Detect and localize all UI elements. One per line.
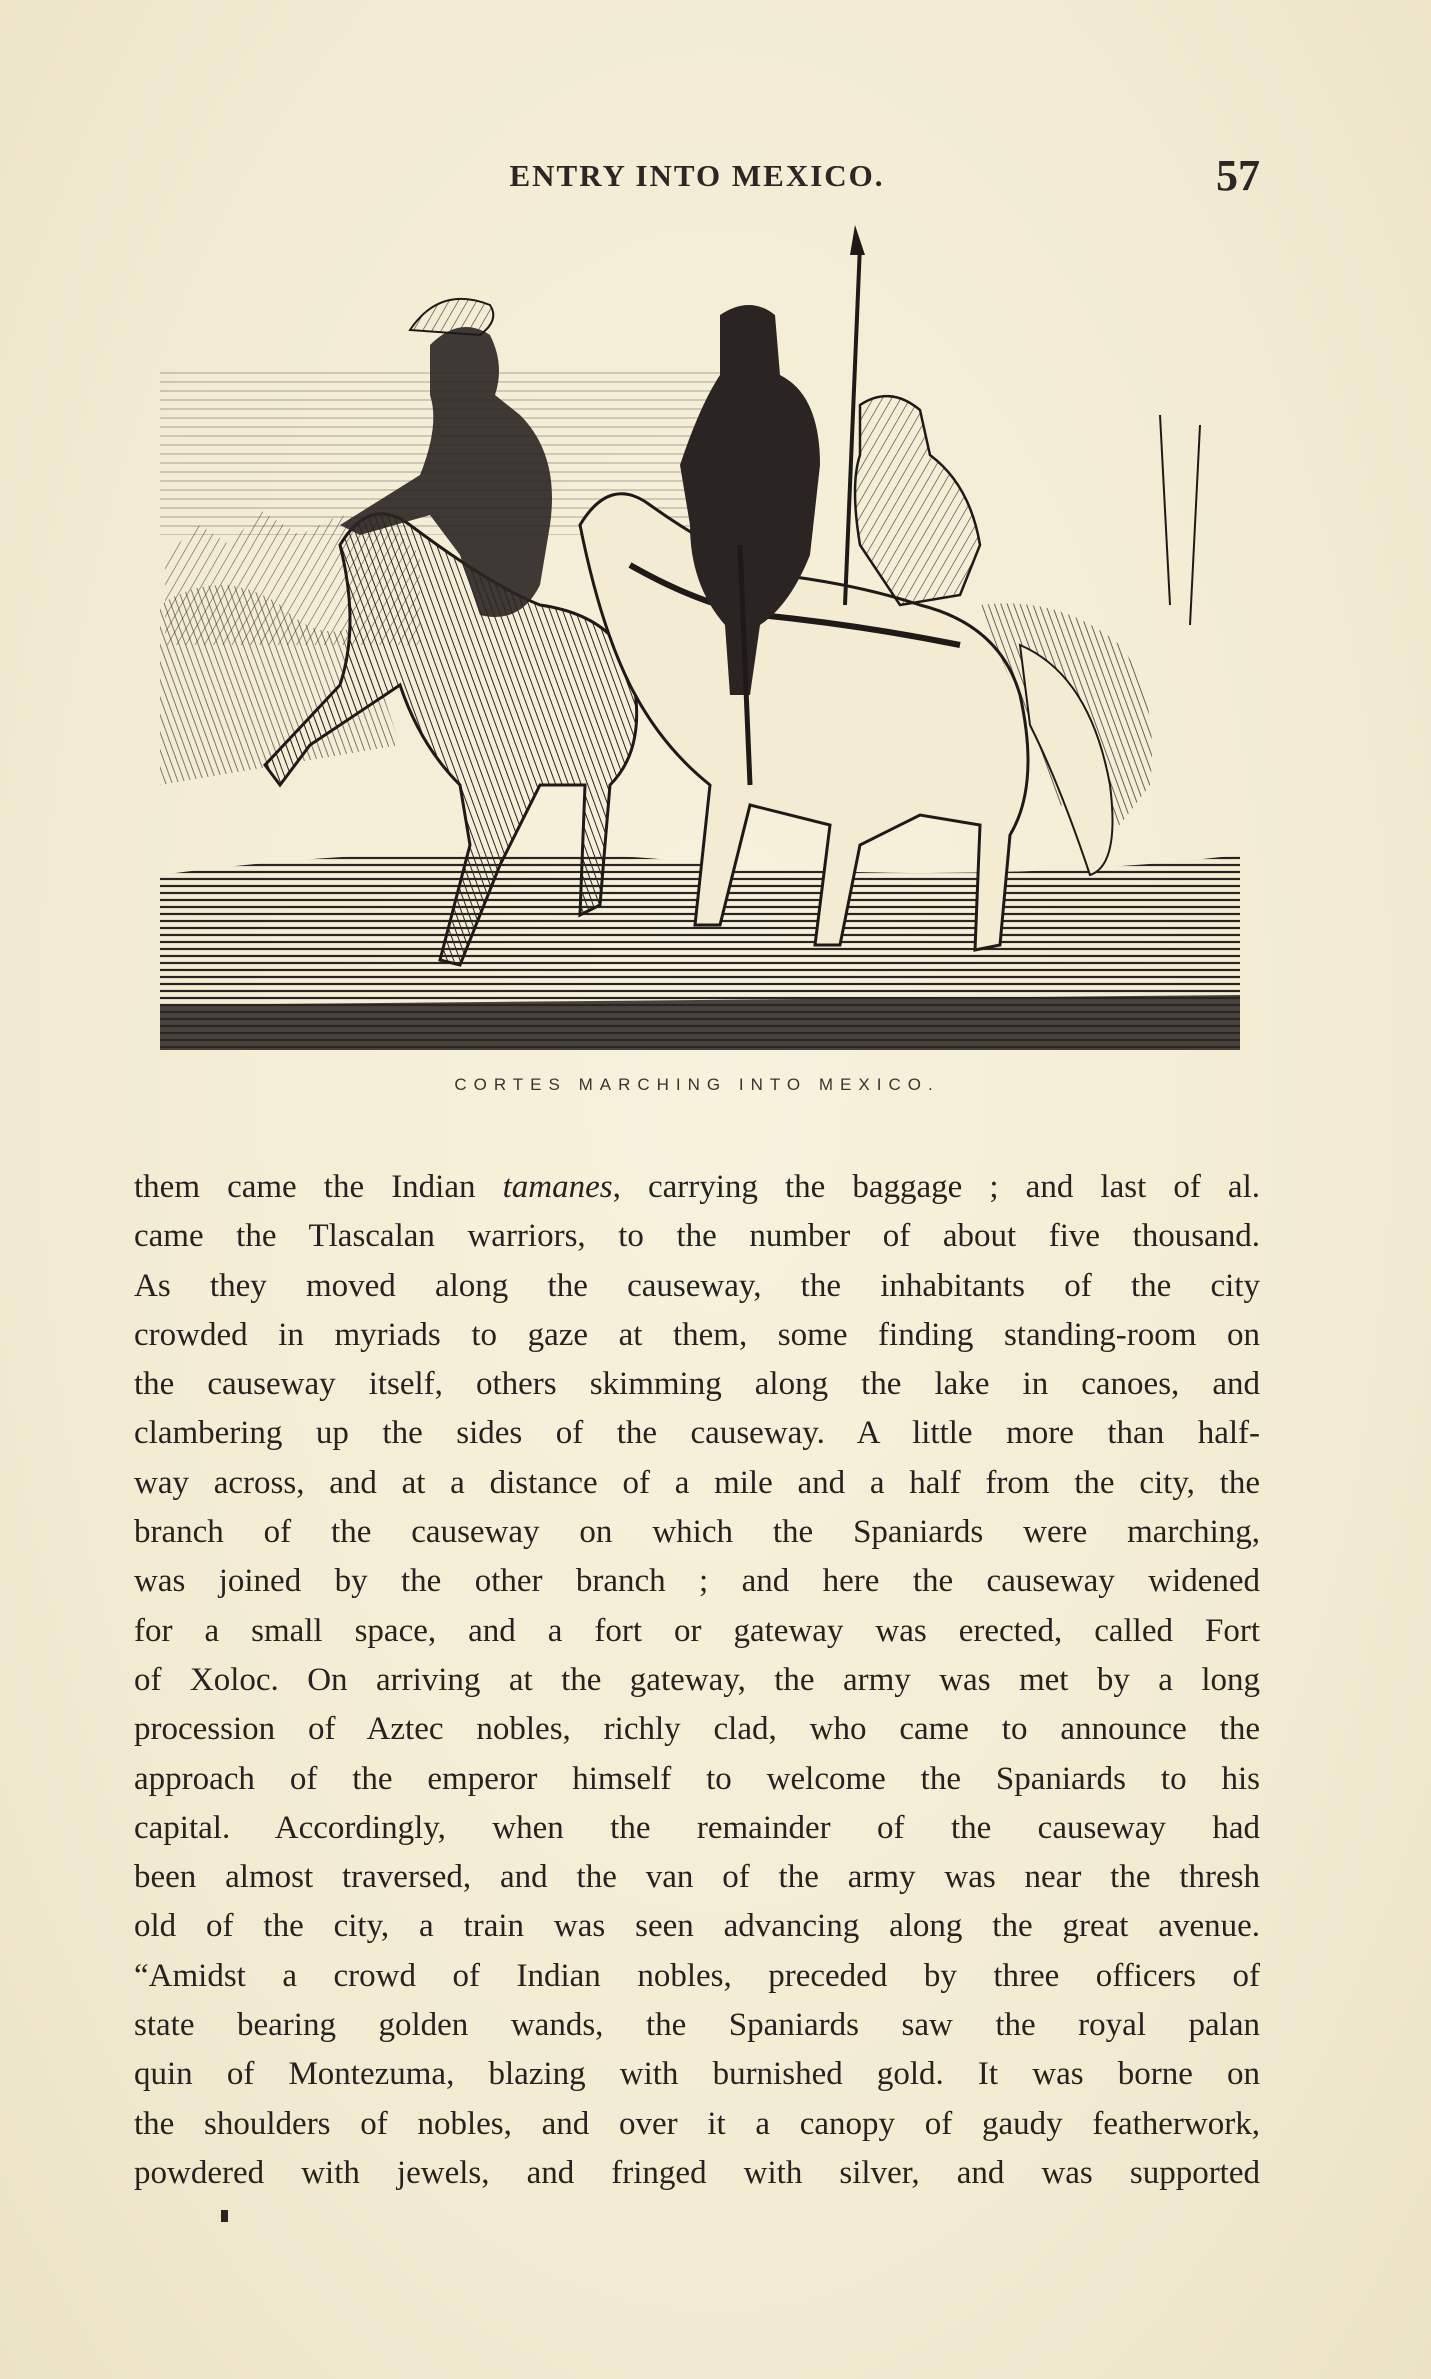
text-line: old of the city, a train was seen advancing along the great avenue. — [134, 1908, 1260, 1945]
text-fragment: them came the Indian — [134, 1169, 503, 1205]
text-line: of Xoloc. On arriving at the gateway, the army was met by a long — [134, 1661, 1260, 1698]
page-title: ENTRY INTO MEXICO. — [509, 158, 885, 193]
text-line — [134, 1163, 1260, 1212]
text-line: for a small space, and a fort or gateway was erected, called Fort — [134, 1612, 1260, 1649]
text-line: powdered with jewels, and fringed with silver, and was supported — [134, 2154, 1260, 2191]
text-line: procession of Aztec nobles, richly clad, who came to announce the — [134, 1711, 1260, 1748]
text-line: came the Tlascalan warriors, to the number of about five thousand. — [134, 1218, 1260, 1255]
text-line: “Amidst a crowd of Indian nobles, preceded by three officers of — [134, 1957, 1260, 1994]
text-line: quin of Montezuma, blazing with burnished gold. It was borne on — [134, 2056, 1260, 2093]
page-number: 57 — [1216, 151, 1260, 200]
text-line: the causeway itself, others skimming along the lake in canoes, and — [134, 1366, 1260, 1403]
running-head — [134, 150, 1260, 200]
text-line: was joined by the other branch ; and here the causeway widened — [134, 1563, 1260, 1600]
text-line: approach of the emperor himself to welcome the Spaniards to his — [134, 1760, 1260, 1797]
engraving-horsemen-icon — [160, 225, 1240, 1050]
text-line: way across, and at a distance of a mile and a half from the city, the — [134, 1464, 1260, 1501]
text-line: branch of the causeway on which the Spaniards were marching, — [134, 1514, 1260, 1551]
text-line: been almost traversed, and the van of the army was near the thresh — [134, 1859, 1260, 1896]
illustration-caption: CORTES MARCHING INTO MEXICO. — [454, 1075, 940, 1094]
text-line: clambering up the sides of the causeway. A little more than half- — [134, 1415, 1260, 1452]
text-line: As they moved along the causeway, the inhabitants of the city — [134, 1267, 1260, 1304]
body-text — [134, 1163, 1260, 2198]
text-line: capital. Accordingly, when the remainder of the causeway had — [134, 1809, 1260, 1846]
text-fragment: , carrying the baggage ; and last of al. — [612, 1169, 1260, 1205]
italic-term: tamanes — [502, 1169, 613, 1205]
printer-mark — [221, 2210, 228, 2222]
text-line: state bearing golden wands, the Spaniards saw the royal palan — [134, 2007, 1260, 2044]
text-line: crowded in myriads to gaze at them, some finding standing-room on — [134, 1316, 1260, 1353]
text-line: the shoulders of nobles, and over it a canopy of gaudy featherwork, — [134, 2105, 1260, 2142]
